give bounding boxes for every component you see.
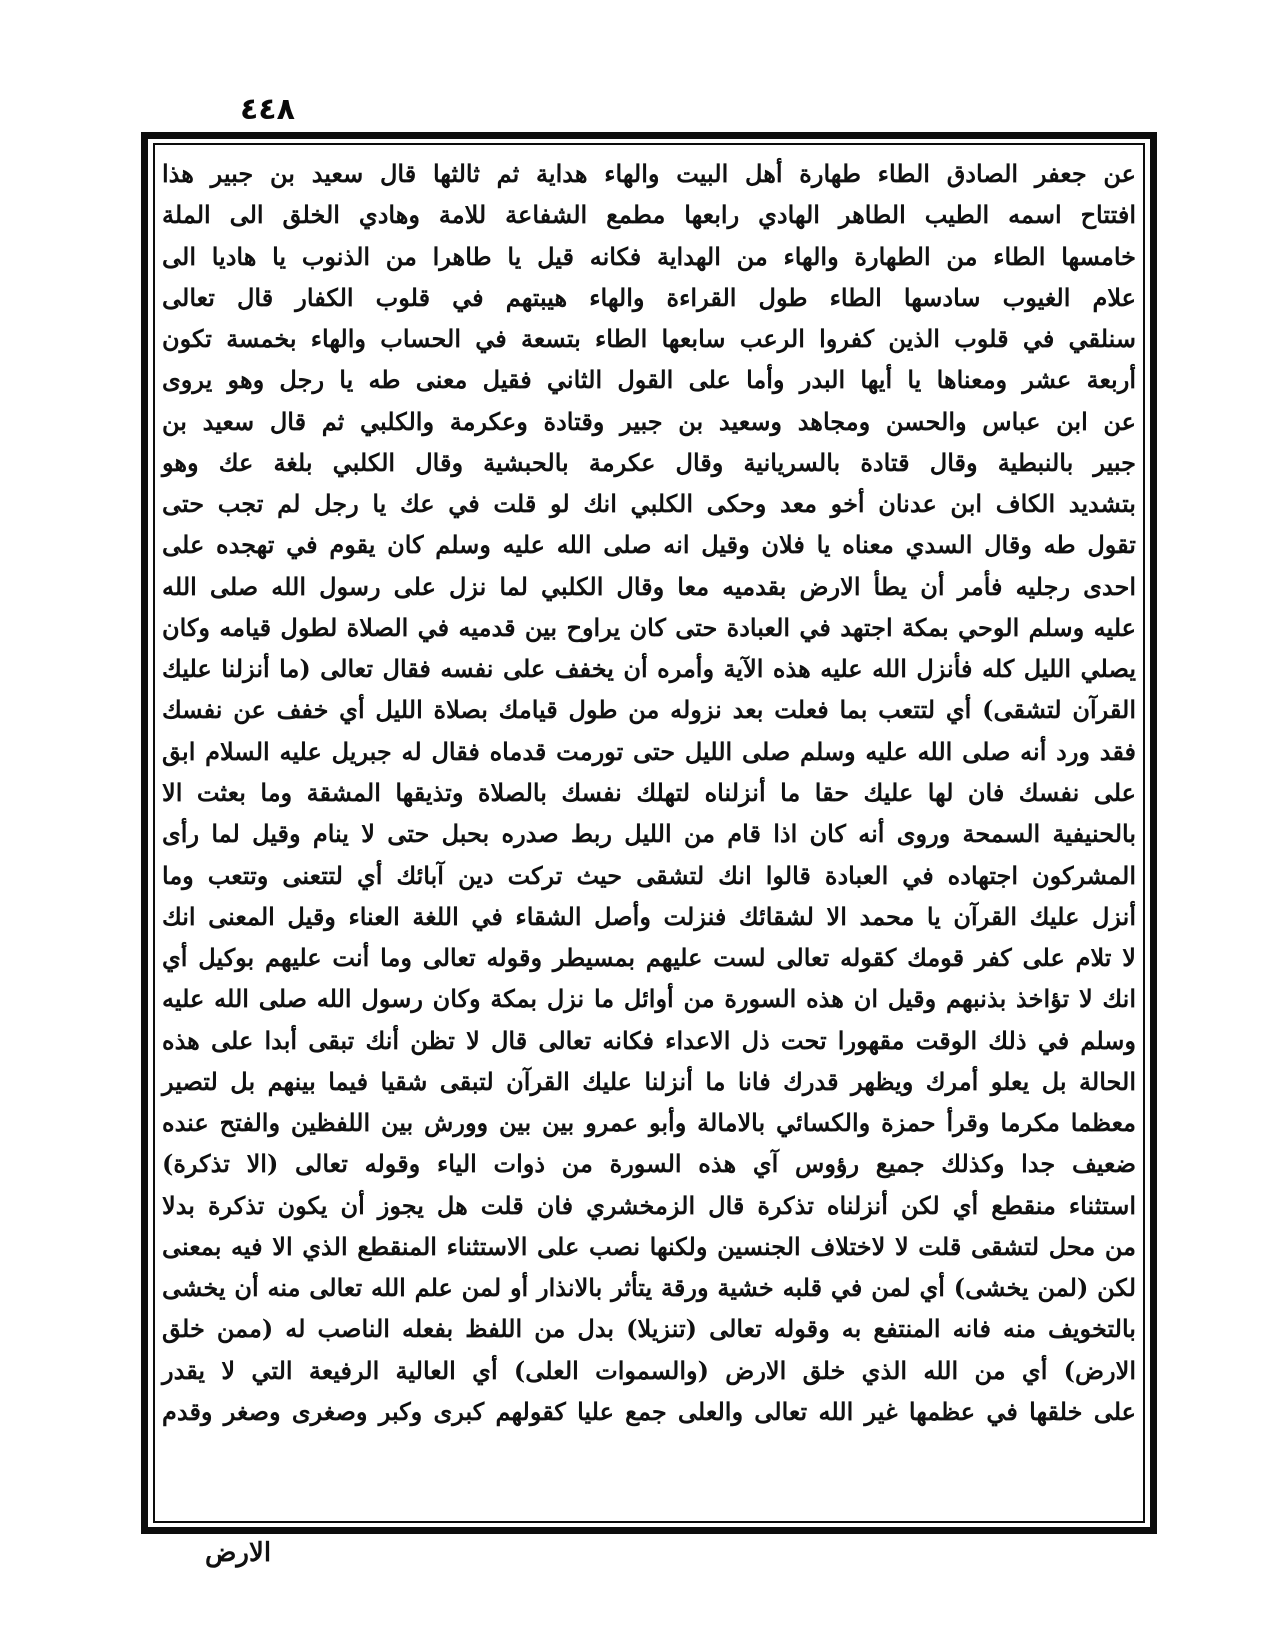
text-line: لا تلام على كفر قومك كقوله تعالى لست عليهم بمسيطر وقوله تعالى وما أنت عليهم بوكيل أي	[162, 943, 1136, 973]
catchword: الارض	[205, 1538, 272, 1568]
text-line: عليه وسلم الوحي بمكة اجتهد في العبادة حتى كان يراوح بين قدميه في الصلاة لطول قيامه وكان	[162, 612, 1136, 642]
text-line: انك لا تؤاخذ بذنبهم وقيل ان هذه السورة من أوائل ما نزل بمكة وكان رسول الله صلى الله عليه	[162, 984, 1136, 1014]
text-line: استثناء منقطع أي لكن أنزلناه تذكرة قال الزمخشري فان قلت هل يجوز أن يكون تذكرة بدلا	[162, 1190, 1136, 1220]
text-line: الارض) أي من الله الذي خلق الارض (والسموات العلى) أي العالية الرفيعة التي لا يقدر	[162, 1355, 1136, 1385]
text-line: عن ابن عباس والحسن ومجاهد وسعيد بن جبير وقتادة وعكرمة والكلبي ثم قال سعيد بن	[162, 406, 1136, 436]
text-line: معظما مكرما وقرأ حمزة والكسائي بالامالة وأبو عمرو بين بين وورش بين اللفظين والفتح عنده	[162, 1108, 1136, 1138]
text-line: علام الغيوب سادسها الطاء طول القراءة والهاء هيبتهم في قلوب الكفار قال تعالى	[162, 282, 1136, 312]
text-line: وسلم في ذلك الوقت مقهورا تحت ذل الاعداء فكانه تعالى قال لا تظن أنك تبقى أبدا على هذه	[162, 1025, 1136, 1055]
text-line: أربعة عشر ومعناها يا أيها البدر وأما على القول الثاني فقيل معنى طه يا رجل وهو يروى	[162, 365, 1136, 395]
text-line: من محل لتشقى قلت لا لاختلاف الجنسين ولكنها نصب على الاستثناء المنقطع الذي الا فيه بمعنى	[162, 1231, 1136, 1261]
text-line: سنلقي في قلوب الذين كفروا الرعب سابعها الطاء بتسعة في الحساب والهاء بخمسة تكون	[162, 324, 1136, 354]
text-line: الحالة بل يعلو أمرك ويظهر قدرك فانا ما أنزلنا عليك القرآن لتبقى شقيا فيما بينهم بل لتصير	[162, 1066, 1136, 1096]
text-line: على نفسك فان لها عليك حقا ما أنزلناه لتهلك نفسك بالصلاة وتذيقها المشقة وما بعثت الا	[162, 777, 1136, 807]
main-text-block	[158, 153, 1140, 1515]
text-line: بالتخويف منه فانه المنتفع به وقوله تعالى (تنزيلا) بدل من اللفظ بفعله الناصب له (ممن خلق	[162, 1314, 1136, 1344]
text-line: احدى رجليه فأمر أن يطأ الارض بقدميه معا وقال الكلبي لما نزل على رسول الله صلى الله	[162, 571, 1136, 601]
text-line: جبير بالنبطية وقال قتادة بالسريانية وقال عكرمة بالحبشية وقال الكلبي بلغة عك وهو	[162, 447, 1136, 477]
text-line: خامسها الطاء من الطهارة والهاء من الهداية فكانه قيل يا طاهرا من الذنوب يا هاديا الى	[162, 241, 1136, 271]
text-line: بتشديد الكاف ابن عدنان أخو معد وحكى الكلبي انك لو قلت في عك يا رجل لم تجب حتى	[162, 489, 1136, 519]
text-line: عن جعفر الصادق الطاء طهارة أهل البيت والهاء هداية ثم ثالثها قال سعيد بن جبير هذا	[162, 159, 1136, 188]
text-line: يصلي الليل كله فأنزل الله عليه هذه الآية وأمره أن يخفف على نفسه فقال تعالى (ما أنزلنا عليك	[162, 654, 1136, 684]
text-line: المشركون اجتهاده في العبادة قالوا انك لتشقى حيث تركت دين آبائك أي لتتعنى وتتعب وما	[162, 860, 1137, 890]
text-line: تقول طه وقال السدي معناه يا فلان وقيل انه صلى الله عليه وسلم كان يقوم في تهجده على	[162, 530, 1136, 560]
text-line: القرآن لتشقى) أي لتتعب بما فعلت بعد نزوله من طول قيامك بصلاة الليل أي خفف عن نفسك	[162, 695, 1136, 725]
text-line: أنزل عليك القرآن يا محمد الا لشقائك فنزلت وأصل الشقاء في اللغة العناء وقيل المعنى انك	[162, 901, 1136, 931]
text-line: ضعيف جدا وكذلك جميع رؤوس آي هذه السورة من ذوات الياء وقوله تعالى (الا تذكرة)	[162, 1149, 1136, 1179]
text-line: لكن (لمن يخشى) أي لمن في قلبه خشية ورقة يتأثر بالانذار أو لمن علم الله تعالى منه أن يخشى	[162, 1273, 1136, 1303]
text-line: افتتاح اسمه الطيب الطاهر الهادي رابعها مطمع الشفاعة للامة وهادي الخلق الى الملة	[162, 200, 1136, 230]
text-line: على خلقها في عظمها غير الله تعالى والعلى جمع عليا كقولهم كبرى وكبر وصغرى وصغر وقدم	[162, 1396, 1136, 1426]
text-line: فقد ورد أنه صلى الله عليه وسلم صلى الليل حتى تورمت قدماه فقال له جبريل عليه السلام ابق	[162, 736, 1136, 766]
text-line: بالحنيفية السمحة وروى أنه كان اذا قام من الليل ربط صدره بحبل حتى لا ينام وقيل لما رأى	[162, 819, 1136, 849]
page-number: ٤٤٨	[240, 92, 295, 127]
